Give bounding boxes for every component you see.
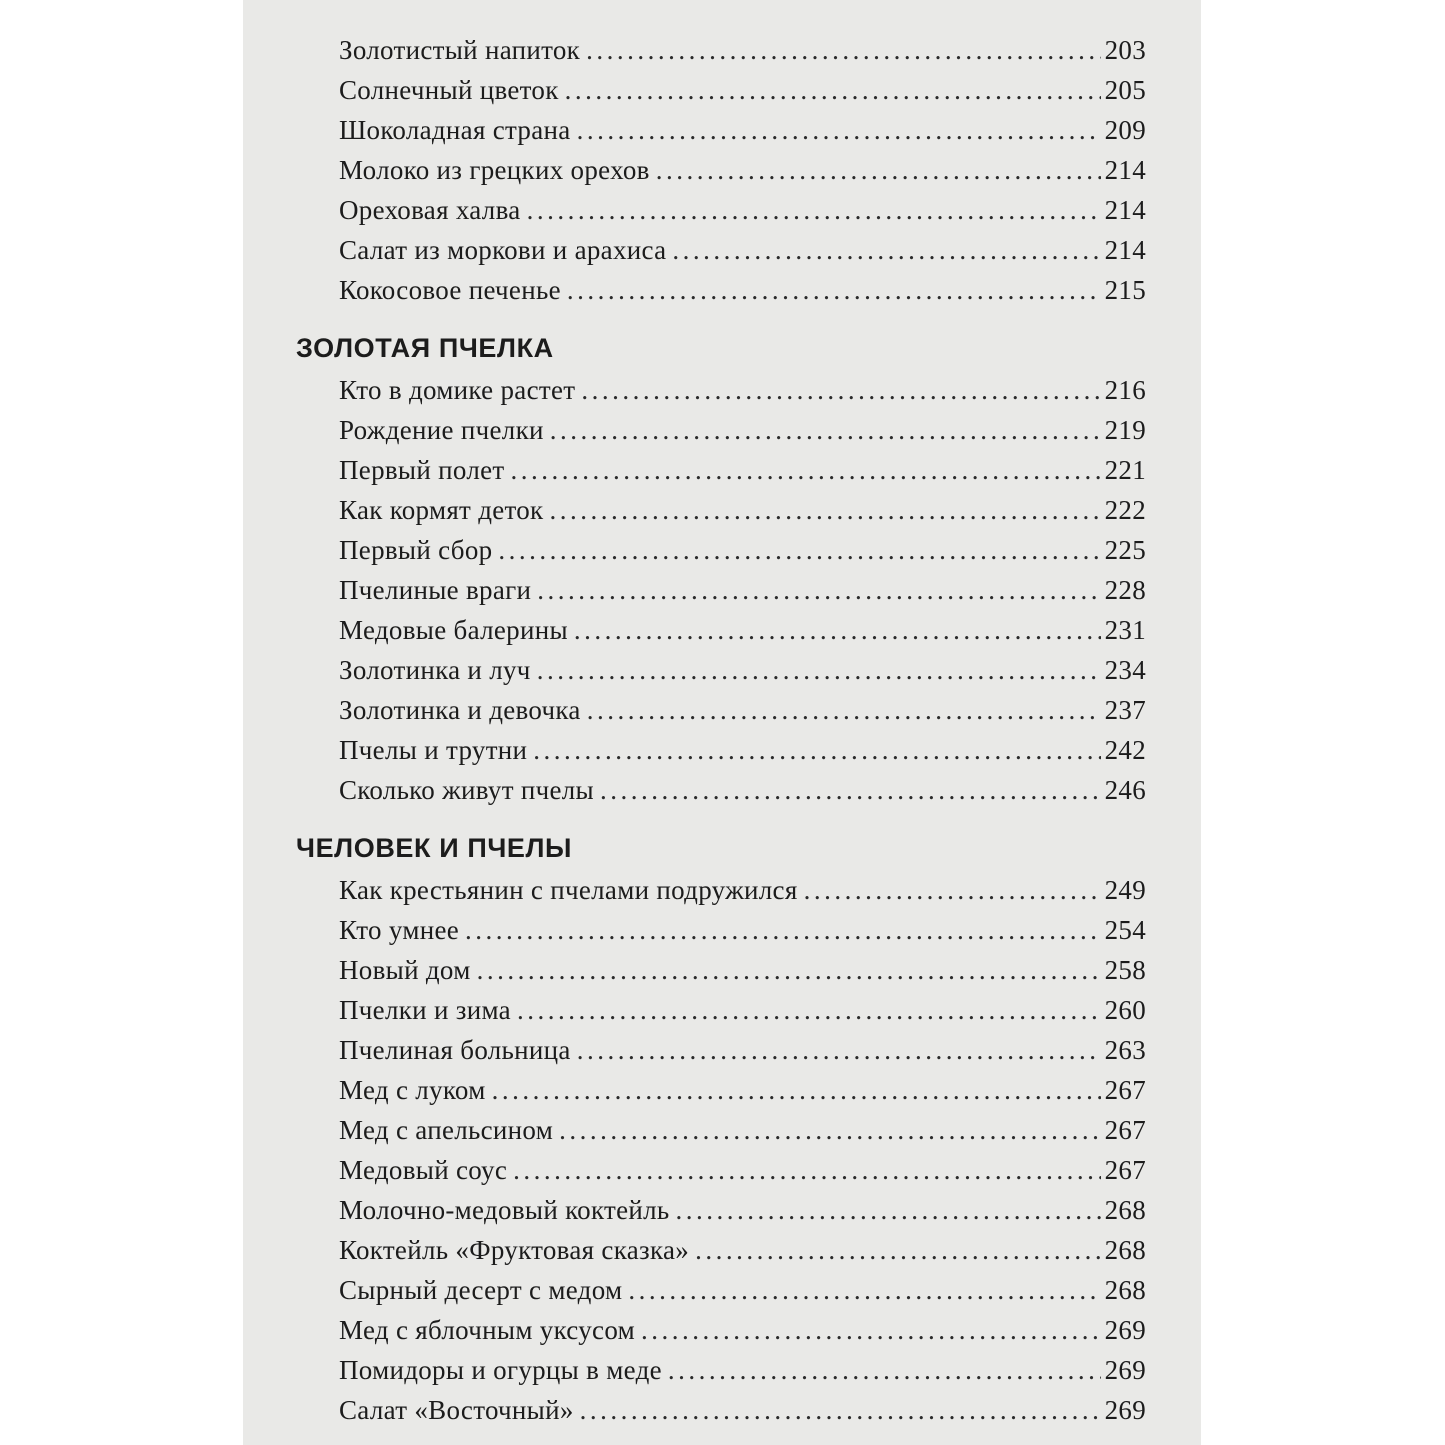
dot-leader <box>586 30 1100 70</box>
toc-entry <box>296 1150 1146 1190</box>
toc-entry <box>296 1310 1146 1350</box>
entry-page-number: 214 <box>1104 155 1146 185</box>
toc-entry <box>296 770 1146 810</box>
dot-leader <box>559 1110 1100 1150</box>
toc-entry <box>296 190 1146 230</box>
toc-entry <box>296 150 1146 190</box>
entry-page-number: 254 <box>1104 915 1146 945</box>
entry-title: Первый сбор <box>339 535 493 565</box>
dot-leader <box>527 190 1101 230</box>
dot-leader <box>580 1390 1101 1430</box>
entry-page-number: 267 <box>1104 1155 1146 1185</box>
toc-entry <box>296 950 1146 990</box>
toc-entry <box>296 990 1146 1030</box>
entry-page-number: 267 <box>1104 1075 1146 1105</box>
dot-leader <box>587 690 1101 730</box>
dot-leader <box>676 1190 1101 1230</box>
toc-entry <box>296 690 1146 730</box>
entry-page-number: 242 <box>1104 735 1146 765</box>
entry-page-number: 246 <box>1104 775 1146 805</box>
dot-leader <box>537 650 1101 690</box>
entry-title: Помидоры и огурцы в меде <box>339 1355 662 1385</box>
entry-title: Новый дом <box>339 955 471 985</box>
entry-page-number: 268 <box>1104 1275 1146 1305</box>
toc-entry <box>296 370 1146 410</box>
dot-leader <box>567 270 1101 310</box>
entry-title: Первый полет <box>339 455 505 485</box>
dot-leader <box>533 730 1100 770</box>
dot-leader <box>537 570 1100 610</box>
entry-page-number: 268 <box>1104 1235 1146 1265</box>
toc-entry <box>296 1390 1146 1430</box>
entry-title: Сколько живут пчелы <box>339 775 594 805</box>
toc-entry <box>296 490 1146 530</box>
entry-title: Пчелиная больница <box>339 1035 571 1065</box>
entry-page-number: 237 <box>1104 695 1146 725</box>
entry-title: Золотинка и девочка <box>339 695 581 725</box>
book-page <box>243 0 1201 1445</box>
entry-page-number: 269 <box>1104 1315 1146 1345</box>
entry-page-number: 219 <box>1104 415 1146 445</box>
toc-entry <box>296 570 1146 610</box>
entry-title: Пчелки и зима <box>339 995 511 1025</box>
entry-title: Шоколадная страна <box>339 115 571 145</box>
entry-title: Кокосовое печенье <box>339 275 561 305</box>
toc-entry <box>296 1230 1146 1270</box>
entry-title: Салат «Восточный» <box>339 1395 574 1425</box>
entry-title: Пчелы и трутни <box>339 735 528 765</box>
toc-entry <box>296 30 1146 70</box>
entry-title: Кто в домике растет <box>339 375 576 405</box>
entry-page-number: 225 <box>1104 535 1146 565</box>
toc-entry <box>296 910 1146 950</box>
toc-entry <box>296 230 1146 270</box>
entry-page-number: 234 <box>1104 655 1146 685</box>
dot-leader <box>695 1230 1101 1270</box>
dot-leader <box>581 370 1100 410</box>
entry-page-number: 249 <box>1104 875 1146 905</box>
entry-page-number: 228 <box>1104 575 1146 605</box>
entry-title: Медовый соус <box>339 1155 508 1185</box>
entry-page-number: 258 <box>1104 955 1146 985</box>
section-heading: ЧЕЛОВЕК И ПЧЕЛЫ <box>296 833 573 863</box>
dot-leader <box>668 1350 1101 1390</box>
dot-leader <box>577 110 1101 150</box>
entry-title: Мед с луком <box>339 1075 486 1105</box>
dot-leader <box>804 870 1101 910</box>
entry-page-number: 216 <box>1104 375 1146 405</box>
toc-entry <box>296 1070 1146 1110</box>
entry-page-number: 269 <box>1104 1395 1146 1425</box>
entry-title: Сырный десерт с медом <box>339 1275 623 1305</box>
dot-leader <box>550 410 1101 450</box>
dot-leader <box>565 70 1101 110</box>
entry-title: Золотистый напиток <box>339 35 581 65</box>
entry-title: Мед с апельсином <box>339 1115 554 1145</box>
dot-leader <box>656 150 1101 190</box>
dot-leader <box>672 230 1100 270</box>
toc-entry <box>296 870 1146 910</box>
entry-title: Солнечный цветок <box>339 75 559 105</box>
entry-title: Коктейль «Фруктовая сказка» <box>339 1235 690 1265</box>
entry-page-number: 205 <box>1104 75 1146 105</box>
toc-entry <box>296 1350 1146 1390</box>
entry-page-number: 263 <box>1104 1035 1146 1065</box>
dot-leader <box>549 490 1100 530</box>
toc-entry <box>296 1190 1146 1230</box>
entry-title: Как крестьянин с пчелами подружился <box>339 875 798 905</box>
entry-page-number: 214 <box>1104 195 1146 225</box>
toc-entry <box>296 530 1146 570</box>
entry-title: Мед с яблочным уксусом <box>339 1315 635 1345</box>
dot-leader <box>574 610 1101 650</box>
entry-title: Медовые балерины <box>339 615 568 645</box>
entry-page-number: 260 <box>1104 995 1146 1025</box>
toc-entry <box>296 110 1146 150</box>
entry-title: Пчелиные враги <box>339 575 532 605</box>
entry-title: Рождение пчелки <box>339 415 544 445</box>
dot-leader <box>600 770 1101 810</box>
entry-page-number: 269 <box>1104 1355 1146 1385</box>
entry-title: Как кормят деток <box>339 495 544 525</box>
entry-title: Салат из моркови и арахиса <box>339 235 667 265</box>
entry-title: Ореховая халва <box>339 195 521 225</box>
dot-leader <box>513 1150 1100 1190</box>
section-heading: ЗОЛОТАЯ ПЧЕЛКА <box>296 333 554 363</box>
toc-entry <box>296 450 1146 490</box>
dot-leader <box>477 950 1101 990</box>
dot-leader <box>465 910 1101 950</box>
entry-title: Золотинка и луч <box>339 655 531 685</box>
dot-leader <box>498 530 1100 570</box>
entry-page-number: 221 <box>1104 455 1146 485</box>
entry-title: Молочно-медовый коктейль <box>339 1195 670 1225</box>
table-of-contents <box>296 30 1146 1430</box>
entry-page-number: 215 <box>1104 275 1146 305</box>
entry-page-number: 231 <box>1104 615 1146 645</box>
dot-leader <box>517 990 1101 1030</box>
toc-entry <box>296 1030 1146 1070</box>
entry-page-number: 203 <box>1104 35 1146 65</box>
entry-page-number: 209 <box>1104 115 1146 145</box>
toc-entry <box>296 650 1146 690</box>
toc-entry <box>296 1110 1146 1150</box>
entry-page-number: 268 <box>1104 1195 1146 1225</box>
dot-leader <box>628 1270 1100 1310</box>
toc-entry <box>296 410 1146 450</box>
entry-title: Молоко из грецких орехов <box>339 155 650 185</box>
entry-page-number: 267 <box>1104 1115 1146 1145</box>
entry-page-number: 214 <box>1104 235 1146 265</box>
toc-entry <box>296 70 1146 110</box>
dot-leader <box>511 450 1101 490</box>
dot-leader <box>577 1030 1101 1070</box>
dot-leader <box>641 1310 1101 1350</box>
entry-title: Кто умнее <box>339 915 460 945</box>
dot-leader <box>492 1070 1101 1110</box>
toc-entry <box>296 610 1146 650</box>
toc-entry <box>296 270 1146 310</box>
entry-page-number: 222 <box>1104 495 1146 525</box>
toc-entry <box>296 1270 1146 1310</box>
toc-entry <box>296 730 1146 770</box>
